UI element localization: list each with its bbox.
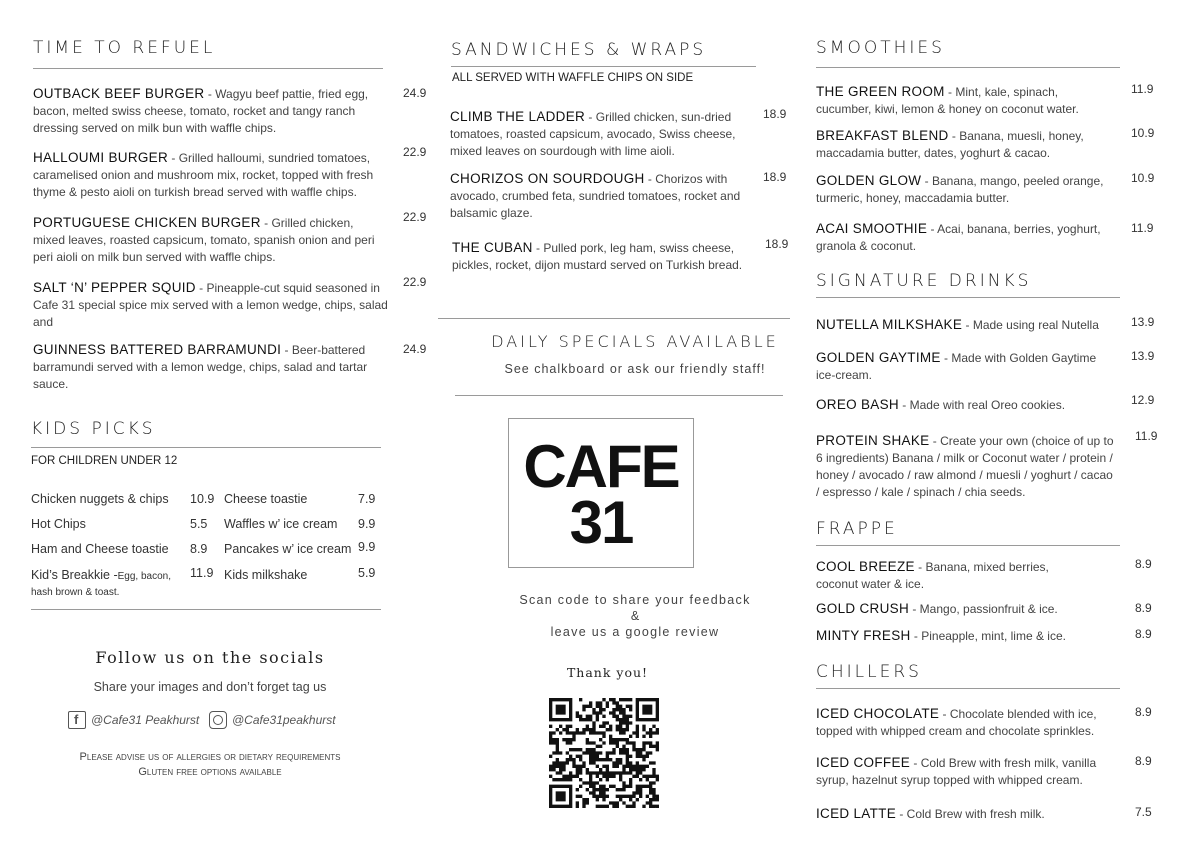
item-desc: - Pineapple, mint, lime & ice. [910,629,1066,643]
kids-item [31,568,181,600]
item-desc: - Acai, banana, berries, yoghurt, granola & coconut. [816,222,1101,253]
menu-item [816,432,1119,501]
kids-item: Waffles w’ ice cream [224,517,338,531]
kids-item-name: Kid’s Breakkie - [31,568,118,582]
feedback-line-3: leave us a google review [550,625,720,639]
item-name: ICED COFFEE [816,755,911,770]
divider [438,318,790,319]
item-desc: - Grilled halloumi, sundried tomatoes, caramelised onion and mushroom mix, rocket, topped with fresh thyme & pesto aioli on turkish bread served with waffle chips. [33,151,374,199]
kids-price: 7.9 [358,492,376,506]
menu-item [33,214,388,266]
menu-item [816,627,1126,645]
gluten-note: Gluten free options available [138,766,282,778]
menu-item [816,705,1116,740]
item-desc: - Wagyu beef pattie, fried egg, bacon, melted swiss cheese, tomato, rocket and tangy ranch dressing served on milk bun with waffle chips. [33,87,369,135]
item-price: 18.9 [763,107,787,121]
item-desc: - Banana, mango, peeled orange, turmeric, honey, maccadamia butter. [816,174,1104,205]
item-price: 8.9 [1135,557,1152,571]
item-desc: - Mango, passionfruit & ice. [909,602,1058,616]
menu-item [452,239,747,274]
qr-code[interactable] [549,698,659,808]
item-desc: - Create your own (choice of up to 6 ingredients) Banana / milk or Coconut water / protein / honey / avocado / raw almond / muesli / yoghurt / cacao / espresso / kale / spinach / chia seeds. [816,434,1114,499]
item-name: ACAI SMOOTHIE [816,221,928,236]
item-price: 24.9 [403,342,427,356]
divider [31,447,381,448]
chillers-title: CHILLERS [816,662,922,682]
menu-item [816,83,1116,118]
menu-item [816,600,1126,618]
signature-title: SIGNATURE DRINKS [816,271,1032,291]
item-name: BREAKFAST BLEND [816,128,949,143]
item-name: CLIMB THE LADDER [450,109,586,124]
menu-item [450,108,745,160]
item-name: PORTUGUESE CHICKEN BURGER [33,215,261,230]
kids-item: Pancakes w’ ice cream [224,542,352,556]
socials-title: Follow us on the socials [95,648,325,667]
cafe-logo [508,418,694,568]
item-name: COOL BREEZE [816,559,915,574]
instagram-icon[interactable] [209,711,227,729]
feedback-line-2: & [630,609,640,623]
item-price: 22.9 [403,210,427,224]
item-name: MINTY FRESH [816,628,911,643]
item-price: 8.9 [1135,705,1152,719]
item-name: OREO BASH [816,397,899,412]
item-desc: - Cold Brew with fresh milk. [896,807,1045,821]
item-name: PROTEIN SHAKE [816,433,930,448]
item-price: 18.9 [765,237,789,251]
menu-item [33,279,388,331]
menu-item [816,172,1116,207]
item-desc: - Chocolate blended with ice, topped with whipped cream and chocolate sprinkles. [816,707,1097,738]
item-price: 7.5 [1135,805,1152,819]
item-desc: - Beer-battered barramundi served with a lemon wedge, chips, salad and tartar sauce. [33,343,368,391]
kids-item: Ham and Cheese toastie [31,542,169,556]
item-price: 13.9 [1131,349,1155,363]
sandwiches-subtitle: ALL SERVED WITH WAFFLE CHIPS ON SIDE [452,72,694,84]
item-price: 12.9 [1131,393,1155,407]
kids-item: Chicken nuggets & chips [31,492,169,506]
item-name: THE CUBAN [452,240,533,255]
item-name: GOLDEN GAYTIME [816,350,941,365]
divider [455,395,783,396]
kids-price: 9.9 [358,517,376,531]
smoothies-title: SMOOTHIES [816,38,945,58]
menu-item [816,805,1126,823]
kids-price: 11.9 [190,566,214,580]
divider [451,66,756,67]
specials-subtitle: See chalkboard or ask our friendly staff! [504,362,766,376]
item-price: 18.9 [763,170,787,184]
socials-share: Share your images and don’t forget tag us [93,680,327,694]
kids-price: 10.9 [190,492,215,506]
logo-line-2: 31 [569,489,633,556]
kids-title: KIDS PICKS [31,419,156,439]
item-name: GOLD CRUSH [816,601,910,616]
item-desc: - Chorizos with avocado, crumbed feta, sundried tomatoes, rocket and balsamic glaze. [450,172,741,220]
frappe-title: FRAPPE [816,519,898,539]
menu-item [816,558,1086,593]
item-price: 8.9 [1135,601,1152,615]
refuel-title: TIME TO REFUEL [33,38,216,58]
instagram-handle[interactable]: @Cafe31peakhurst [232,713,336,727]
allergy-note: Please advise us of allergies or dietary requirements [79,751,341,763]
kids-subtitle: FOR CHILDREN UNDER 12 [31,455,178,467]
item-desc: - Grilled chicken, sun-dried tomatoes, roasted capsicum, avocado, Swiss cheese, mixed leaves on sourdough with lime aioli. [450,110,736,158]
item-desc: - Pulled pork, leg ham, swiss cheese, pickles, rocket, dijon mustard served on Turkish bread. [452,241,743,272]
item-price: 8.9 [1135,627,1152,641]
menu-item [33,341,388,393]
item-name: ICED CHOCOLATE [816,706,940,721]
item-price: 22.9 [403,145,427,159]
item-desc: - Pineapple-cut squid seasoned in Cafe 31 special spice mix served with a lemon wedge, chips, salad and [33,281,388,329]
divider [816,688,1120,689]
kids-price: 9.9 [358,540,376,554]
item-desc: - Made using real Nutella [962,318,1099,332]
item-price: 11.9 [1135,429,1158,443]
kids-price: 5.9 [358,566,376,580]
item-price: 13.9 [1131,315,1155,329]
divider [816,545,1120,546]
divider [816,297,1120,298]
kids-price: 8.9 [190,542,208,556]
item-name: HALLOUMI BURGER [33,150,169,165]
item-desc: - Banana, muesli, honey, maccadamia butter, dates, yoghurt & cacao. [816,129,1084,160]
divider [816,67,1120,68]
item-price: 8.9 [1135,754,1152,768]
item-name: SALT ‘N’ PEPPER SQUID [33,280,196,295]
menu-item [816,220,1116,255]
item-desc: - Mint, kale, spinach, cucumber, kiwi, lemon & honey on coconut water. [816,85,1079,116]
specials-title: DAILY SPECIALS AVAILABLE [491,332,779,351]
facebook-icon[interactable]: f [68,711,86,729]
menu-item [816,316,1126,334]
item-name: GOLDEN GLOW [816,173,922,188]
menu-item [816,754,1116,789]
item-name: ICED LATTE [816,806,897,821]
kids-price: 5.5 [190,517,208,531]
item-price: 11.9 [1131,82,1154,96]
item-name: CHORIZOS ON SOURDOUGH [450,171,645,186]
kids-item: Hot Chips [31,517,86,531]
menu-item [450,170,745,222]
item-desc: - Grilled chicken, mixed leaves, roasted capsicum, tomato, spanish onion and peri peri aioli on milk bun served with waffle chips. [33,216,375,264]
item-price: 24.9 [403,86,427,100]
menu-item [33,149,388,201]
sandwiches-title: SANDWICHES & WRAPS [451,40,707,60]
facebook-handle[interactable]: @Cafe31 Peakhurst [91,713,200,727]
item-price: 10.9 [1131,126,1155,140]
item-desc: - Made with Golden Gaytime ice-cream. [816,351,1097,382]
item-name: NUTELLA MILKSHAKE [816,317,963,332]
kids-item: Cheese toastie [224,492,308,506]
divider [33,68,383,69]
divider [31,609,381,610]
item-price: 10.9 [1131,171,1155,185]
menu-item [816,349,1116,384]
logo-line-1: CAFE [523,433,679,500]
item-name: THE GREEN ROOM [816,84,945,99]
item-price: 11.9 [1131,221,1154,235]
menu-item [33,85,388,137]
thank-you-text: Thank you! [566,665,649,680]
feedback-line-1: Scan code to share your feedback [519,593,751,607]
kids-item-extra: Egg, bacon, hash brown & toast. [31,571,171,598]
item-name: GUINNESS BATTERED BARRAMUNDI [33,342,282,357]
menu-item [816,396,1116,414]
item-name: OUTBACK BEEF BURGER [33,86,205,101]
item-price: 22.9 [403,275,427,289]
item-desc: - Made with real Oreo cookies. [898,398,1066,412]
kids-item: Kids milkshake [224,568,308,582]
item-desc: - Cold Brew with fresh milk, vanilla syrup, hazelnut syrup topped with whipped cream. [816,756,1097,787]
menu-item [816,127,1116,162]
item-desc: - Banana, mixed berries, coconut water & ice. [816,560,1049,591]
